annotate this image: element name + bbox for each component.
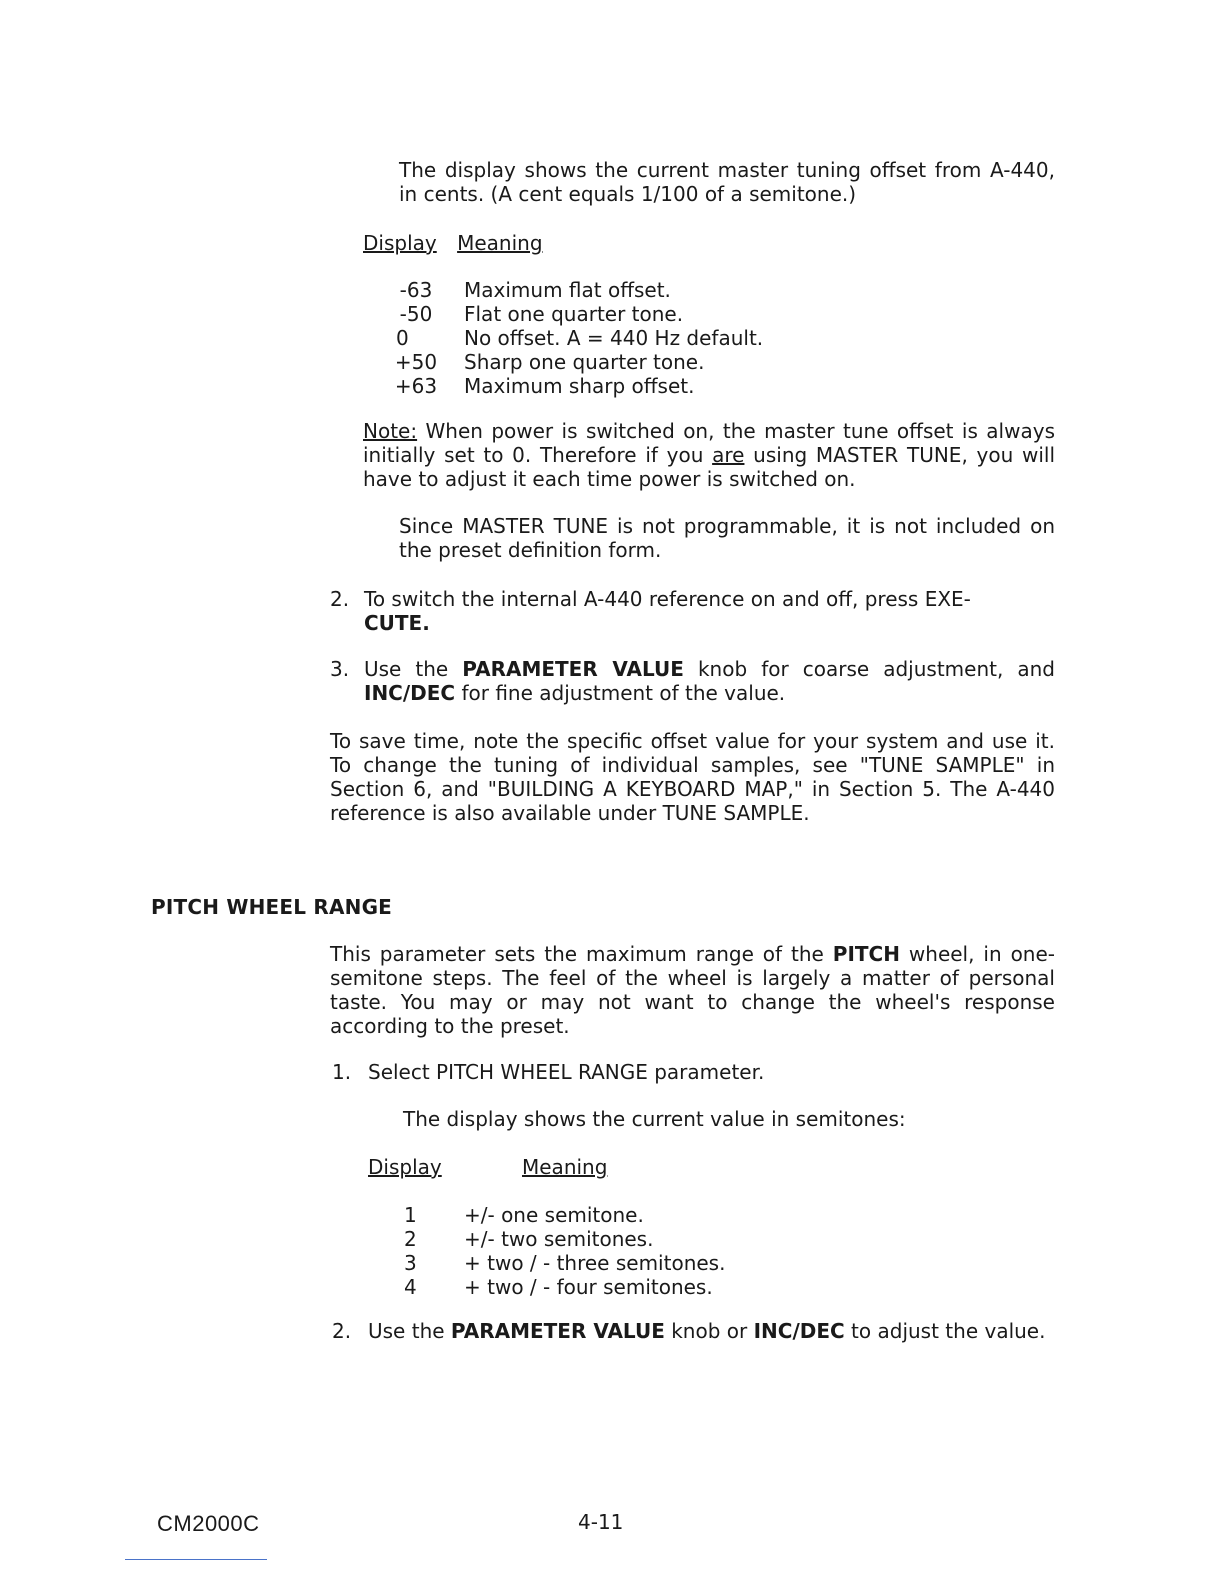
pitch-step-1-text: Select PITCH WHEEL RANGE parameter. [368, 1060, 765, 1084]
tune-meaning: Flat one quarter tone. [464, 302, 684, 326]
step-number: 2. [332, 1319, 352, 1343]
step-3-number [330, 657, 349, 681]
pitch-meaning: +/- two semitones. [464, 1227, 654, 1251]
pitch-table-display-header: Display [368, 1155, 442, 1179]
pitch-display-value: 3 [404, 1251, 417, 1275]
tune-display-value: 0 [396, 326, 409, 350]
step-3-text-b: knob for coarse adjustment, and [683, 657, 1055, 681]
note-text-b: using MASTER TUNE, you will have to adjust it each time power is switched on. [363, 443, 1056, 491]
section-heading: PITCH WHEEL RANGE [151, 895, 393, 919]
tune-display-value: -63 [399, 278, 433, 302]
pitch-table-header-meaning [522, 1155, 607, 1179]
tune-table-header [363, 231, 543, 255]
pitch-step-2-text-a: Use the [368, 1319, 451, 1343]
table-row [404, 1203, 725, 1227]
table-row [404, 1227, 725, 1251]
pitch-table-meaning-header: Meaning [522, 1155, 608, 1179]
pitch-step-2-text [368, 1319, 1057, 1343]
programmable-paragraph [399, 514, 1055, 562]
intro-paragraph [399, 158, 1055, 206]
table-row [392, 302, 763, 326]
save-time-paragraph [330, 729, 1055, 825]
pitch-display-value: 4 [404, 1275, 417, 1299]
pitch-paragraph [330, 942, 1055, 1038]
step-2-number [330, 587, 349, 611]
pitch-meaning: +/- one semitone. [464, 1203, 644, 1227]
step-3-text-c: for fine adjustment of the value. [455, 681, 786, 705]
tune-display-value: +50 [394, 350, 438, 374]
note-paragraph [363, 419, 1055, 491]
step-number: 3. [330, 657, 350, 681]
tune-table [392, 278, 763, 398]
display-intro: The display shows the current value in semitones: [403, 1107, 906, 1131]
save-time-text: To save time, note the specific offset value for your system and use it. To change the tuning of individual samples, see "TUNE SAMPLE" in Section 6, and "BUILDING A KEYBOARD MAP," in Section 5. The A-440 reference is also available under TUNE SAMPLE. [330, 729, 1055, 825]
page-number: 4-11 [578, 1510, 624, 1534]
footer-doc-id: CM2000C [157, 1511, 260, 1536]
note-emphasis: are [712, 443, 745, 467]
table-row [392, 350, 763, 374]
pitch-meaning: + two / - three semitones. [464, 1251, 726, 1275]
tune-meaning: Maximum flat offset. [464, 278, 671, 302]
step-2-body: To switch the internal A-440 reference on and off, press EXE- [364, 587, 971, 611]
pitch-step-1-number [332, 1060, 351, 1084]
step-3-text [364, 657, 1055, 705]
table-row [404, 1275, 725, 1299]
pitch-table-header-display [368, 1155, 442, 1179]
table-row [392, 278, 763, 302]
step-2-text [364, 587, 1055, 635]
tune-display-value: -50 [399, 302, 433, 326]
pitch-table [404, 1203, 725, 1299]
tune-table-meaning-header: Meaning [457, 231, 543, 255]
tune-display-value: +63 [394, 374, 438, 398]
intro-text: The display shows the current master tuning offset from A-440, in cents. (A cent equals 1/100 of a semitone.) [399, 158, 1055, 206]
pitch-para-a: This parameter sets the maximum range of the [330, 942, 833, 966]
parameter-value-label: PARAMETER VALUE [450, 1319, 665, 1343]
step-number: 2. [330, 587, 350, 611]
pitch-bold: PITCH [832, 942, 900, 966]
tune-meaning: Sharp one quarter tone. [464, 350, 705, 374]
pitch-meaning: + two / - four semitones. [464, 1275, 713, 1299]
parameter-value-label: PARAMETER VALUE [462, 657, 684, 681]
programmable-text: Since MASTER TUNE is not programmable, it is not included on the preset definition form. [399, 514, 1055, 562]
inc-dec-label: INC/DEC [753, 1319, 845, 1343]
pitch-display-value: 2 [404, 1227, 417, 1251]
step-number: 1. [332, 1060, 352, 1084]
table-row [392, 374, 763, 398]
pitch-display-value: 1 [404, 1203, 417, 1227]
inc-dec-label: INC/DEC [364, 681, 456, 705]
table-row [404, 1251, 725, 1275]
note-text-a: When power is switched on, the master tune offset is always initially set to 0. Therefore if you [363, 419, 1055, 467]
step-3-text-a: Use the [364, 657, 463, 681]
footer-rule [125, 1559, 267, 1560]
table-row [392, 326, 763, 350]
pitch-step-2-text-c: to adjust the value. [844, 1319, 1046, 1343]
tune-meaning: Maximum sharp offset. [464, 374, 695, 398]
tune-meaning: No offset. A = 440 Hz default. [464, 326, 764, 350]
pitch-step-2-number [332, 1319, 351, 1343]
note-label: Note: [363, 419, 418, 443]
step-2-bold: CUTE. [364, 611, 430, 635]
pitch-step-2-text-b: knob or [664, 1319, 754, 1343]
tune-table-display-header: Display [363, 231, 437, 255]
pitch-para-b: wheel, in one-semitone steps. The feel of the wheel is largely a matter of personal taste. You may or may not want to change the wheel's response according to the preset. [330, 942, 1056, 1038]
